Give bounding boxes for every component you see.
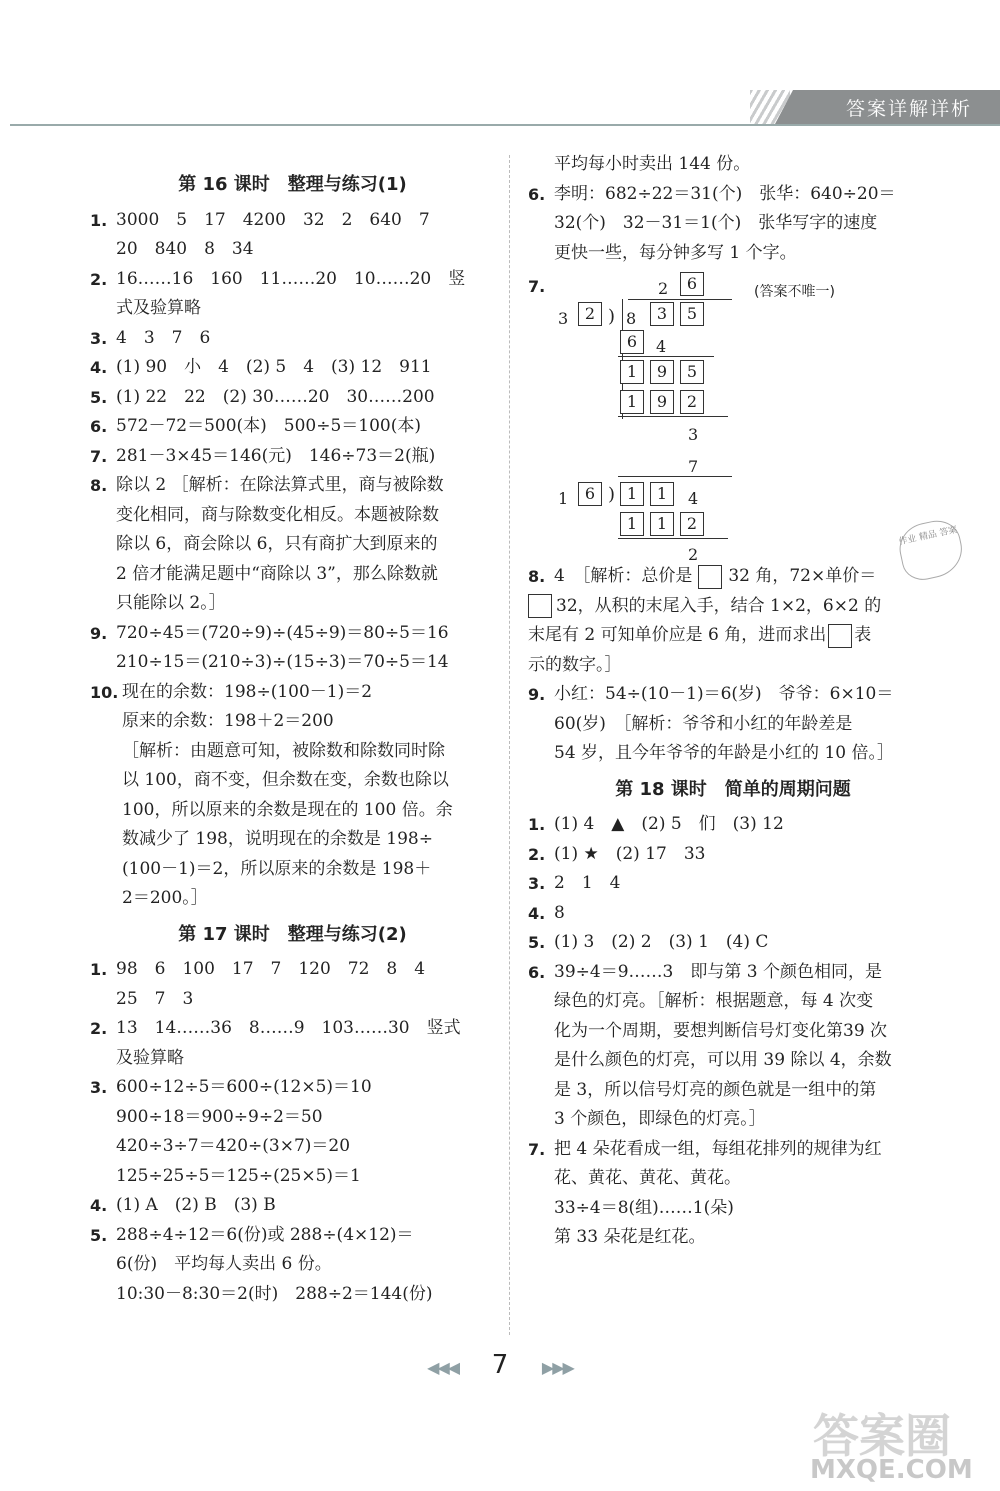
subtract-line: [618, 538, 728, 539]
answer-line: 以 100，商不变，但余数在变，余数也除以: [122, 770, 449, 790]
header-rule: [10, 124, 1000, 126]
item-number: 7.: [528, 277, 546, 296]
item-number: 5.: [90, 387, 108, 407]
item-number: 5.: [528, 933, 546, 952]
column-divider: [509, 155, 510, 1335]
answer-line: 现在的余数：198÷(100－1)＝2: [122, 681, 373, 702]
item-number: 7.: [528, 1139, 546, 1159]
subtract-line: [618, 416, 728, 417]
item-number: 4.: [90, 358, 108, 377]
item-number: 3.: [90, 328, 108, 348]
answer-line: 示的数字。］: [528, 654, 622, 675]
blank-box: [698, 565, 722, 589]
answer-item: [90, 412, 495, 442]
answer-line: 2 倍才能满足题中“商除以 3”，那么除数就: [116, 563, 438, 584]
divisor-digit: 1: [558, 489, 569, 508]
answer-line: 小红：54÷(10－1)＝6(岁) 爷爷：6×10＝: [554, 684, 894, 704]
item-number: 6.: [90, 417, 108, 436]
answer-item: [90, 1221, 495, 1310]
answer-line: 33÷4＝8(组)……1(朵): [554, 1197, 734, 1218]
answer-line: 只能除以 2。］: [116, 593, 226, 613]
answer-line: 把 4 朵花看成一组，每组花排列的规律为红: [554, 1138, 882, 1159]
answer-item: [90, 471, 495, 619]
page-number: 7: [491, 1350, 509, 1380]
item-number: 8.: [528, 567, 546, 586]
answer-line: 98 6 100 17 7 120 72 8 4: [116, 959, 426, 979]
answer-item: [528, 680, 938, 769]
answer-line: 4 3 7 6: [116, 327, 211, 348]
stamp-mark: 作业 精品 答案: [895, 516, 967, 584]
answer-box: 2: [680, 512, 704, 536]
answer-box: 6: [620, 330, 644, 354]
answer-line: 39÷4＝9……3 即与第 3 个颜色相同，是: [554, 961, 882, 982]
answer-line: 除以 2 ［解析：在除法算式里，商与被除数: [116, 475, 444, 495]
answer-line: 3 个颜色，即绿色的灯亮。］: [554, 1109, 766, 1129]
answer-item: [528, 810, 938, 840]
answer-line: 及验算略: [116, 1047, 184, 1068]
answer-line: (1) 90 小 4 (2) 5 4 (3) 12 911: [116, 357, 432, 377]
answer-box: 1: [620, 512, 644, 536]
remainder-digit: 2: [688, 545, 699, 564]
answer-line: 是 3，所以信号灯亮的颜色就是一组中的第: [554, 1079, 877, 1100]
answer-line: 25 7 3: [116, 988, 194, 1009]
answer-line: 900÷18＝900÷9÷2＝50: [116, 1106, 323, 1127]
remainder-digit: 3: [688, 425, 699, 444]
answer-box: 1: [650, 482, 674, 506]
answer-line: ［解析：由题意可知，被除数和除数同时除: [122, 740, 445, 761]
answer-text: 表: [854, 625, 872, 645]
answer-line: 变化相同，商与除数变化相反。本题被除数: [116, 504, 439, 525]
item-number: 1.: [90, 960, 108, 979]
dividend-digit: 8: [626, 309, 637, 328]
answer-text: 32，从积的末尾入手，结合 1×2，6×2 的: [556, 595, 882, 616]
item-number: 6.: [528, 184, 546, 204]
answer-box: 1: [620, 482, 644, 506]
answer-line: 100，所以原来的余数是现在的 100 倍。余: [122, 799, 453, 820]
item-number: 9.: [90, 623, 108, 643]
answer-item: [90, 1073, 495, 1191]
prev-arrows-icon: ◀◀◀: [427, 1358, 459, 1377]
answer-line: 数减少了 198，说明现在的余数是 198÷: [122, 829, 433, 849]
answer-item: [90, 678, 495, 914]
answer-line: 210÷15＝(210÷3)÷(15÷3)＝70÷5＝14: [116, 652, 449, 672]
answer-line: 720÷45＝(720÷9)÷(45÷9)＝80÷5＝16: [116, 622, 449, 643]
answer-box: 5: [680, 360, 704, 384]
answer-line: 李明：682÷22＝31(个) 张华：640÷20＝: [554, 183, 896, 204]
answer-line: 2 1 4: [554, 873, 621, 893]
item-number: 6.: [528, 962, 546, 982]
diagram-note: (答案不唯一): [754, 284, 835, 300]
answer-line: 125÷25÷5＝125÷(25×5)＝1: [116, 1165, 361, 1186]
answer-box: 9: [650, 390, 674, 414]
item-number: 10.: [90, 682, 119, 702]
answer-text: 32 角，72×单价＝: [728, 566, 877, 586]
item-number: 2.: [90, 269, 108, 289]
answer-line: 60(岁) ［解析：爷爷和小红的年龄差是: [554, 713, 853, 734]
blank-box: [528, 594, 552, 618]
answer-line: 2＝200。］: [122, 888, 208, 908]
answer-line: (1) 3 (2) 2 (3) 1 (4) C: [554, 932, 769, 952]
subtract-line: [618, 356, 714, 357]
answer-item: [90, 206, 495, 265]
item-number: 3.: [90, 1078, 108, 1097]
section-title-18: 第 18 课时 简单的周期问题: [615, 778, 851, 800]
answer-box: 1: [620, 390, 644, 414]
answer-item: [90, 619, 495, 678]
item-number: 1.: [528, 815, 546, 834]
answer-item: [528, 928, 938, 958]
answer-box: 2: [578, 302, 602, 326]
answer-item: [90, 1191, 495, 1221]
blank-box: [828, 624, 852, 648]
answer-line: 化为一个周期，要想判断信号灯变化第39 次: [554, 1020, 888, 1041]
division-bracket: ): [608, 306, 616, 327]
answer-line: 是什么颜色的灯亮，可以用 39 除以 4，余数: [554, 1050, 892, 1070]
answer-line: 原来的余数：198＋2＝200: [122, 711, 334, 731]
answer-item: [528, 272, 938, 562]
answer-line: (1) A (2) B (3) B: [116, 1195, 276, 1215]
answer-item: [528, 958, 938, 1135]
answer-item: [528, 869, 938, 899]
answer-line: 8: [554, 902, 565, 923]
answer-line: 13 14……36 8……9 103……30 竖式: [116, 1018, 461, 1038]
answer-line: 平均每小时卖出 144 份。: [554, 154, 751, 174]
answer-line: 除以 6，商会除以 6，只有商扩大到原来的: [116, 534, 438, 554]
answer-line: 54 岁，且今年爷爷的年龄是小红的 10 倍。］: [554, 743, 894, 763]
divisor-digit: 3: [558, 309, 569, 328]
left-column: [90, 168, 495, 1309]
item-number: 3.: [528, 874, 546, 893]
answer-line: 32(个) 32－31＝1(个) 张华写字的速度: [554, 213, 878, 233]
right-column: [528, 150, 938, 1253]
page-header: [0, 0, 1000, 130]
answer-line: 600÷12÷5＝600÷(12×5)＝10: [116, 1077, 372, 1097]
answer-item: [90, 265, 495, 324]
item-number: 1.: [90, 210, 108, 230]
answer-line: 第 33 朵花是红花。: [554, 1227, 706, 1247]
long-division-diagrams: [554, 272, 938, 562]
item-number: 8.: [90, 476, 108, 495]
answer-line: 420÷3÷7＝420÷(3×7)＝20: [116, 1136, 351, 1156]
division-bar: [618, 476, 732, 477]
answer-box: 6: [578, 482, 602, 506]
answer-text: 4 ［解析：总价是: [554, 566, 693, 586]
answer-box: 1: [650, 512, 674, 536]
answer-line: 10:30－8:30＝2(时) 288÷2＝144(份): [116, 1283, 433, 1304]
answer-item: [90, 955, 495, 1014]
answer-line: 3000 5 17 4200 32 2 640 7: [116, 209, 430, 230]
answer-line: 281－3×45＝146(元) 146÷73＝2(瓶): [116, 445, 436, 466]
answer-line: 式及验算略: [116, 298, 201, 318]
answer-box: 5: [680, 302, 704, 326]
watermark-url: MXQE.COM: [810, 1455, 973, 1485]
section-title-17: 第 17 课时 整理与练习(2): [178, 923, 407, 945]
answer-box: 3: [650, 302, 674, 326]
item-number: 2.: [90, 1019, 108, 1038]
answer-text: 末尾有 2 可知单价应是 6 角，进而求出: [528, 625, 827, 645]
watermark-logo: 答案圈: [813, 1409, 951, 1463]
answer-item: [528, 840, 938, 870]
answer-item: [90, 442, 495, 472]
answer-line: 更快一些，每分钟多写 1 个字。: [554, 242, 797, 263]
answer-line: (1) 22 22 (2) 30……20 30……200: [116, 386, 435, 407]
item-number: 4.: [528, 903, 546, 923]
item-number: 5.: [90, 1225, 108, 1245]
answer-item: [90, 353, 495, 383]
answer-line: 20 840 8 34: [116, 239, 254, 259]
answer-item: [528, 899, 938, 929]
answer-line: 288÷4÷12＝6(份)或 288÷(4×12)＝: [116, 1224, 414, 1245]
answer-line: 6(份) 平均每人卖出 6 份。: [116, 1254, 332, 1274]
division-bar: [628, 299, 732, 300]
item-number: 9.: [528, 685, 546, 704]
header-title: 答案详解详析: [845, 98, 972, 120]
answer-item: [90, 383, 495, 413]
dividend-digit: 4: [688, 489, 699, 508]
answer-item: [528, 562, 938, 680]
answer-line: 572－72＝500(本) 500÷5＝100(本): [116, 416, 422, 436]
answer-item: [528, 1135, 938, 1253]
item-number: 7.: [90, 446, 108, 466]
answer-box: 9: [650, 360, 674, 384]
item-number: 2.: [528, 844, 546, 864]
page-footer: [0, 1350, 1000, 1380]
section-title-16: 第 16 课时 整理与练习(1): [178, 174, 407, 195]
quotient-digit: 7: [688, 457, 699, 476]
answer-box: 1: [620, 360, 644, 384]
quotient-digit: 2: [658, 279, 669, 298]
item-number: 4.: [90, 1196, 108, 1215]
work-digit: 4: [656, 337, 667, 356]
answer-box: 6: [680, 272, 704, 296]
answer-line: 16……16 160 11……20 10……20 竖: [116, 268, 466, 289]
answer-box: 2: [680, 390, 704, 414]
answer-line: (100－1)＝2，所以原来的余数是 198＋: [122, 858, 432, 879]
answer-line: 花、黄花、黄花、黄花。: [554, 1168, 741, 1188]
answer-line: (1) 4 ▲ (2) 5 们 (3) 12: [554, 814, 784, 834]
answer-item: [90, 324, 495, 354]
answer-item: [528, 180, 938, 269]
answer-item: [90, 1014, 495, 1073]
answer-line: (1) ★ (2) 17 33: [554, 843, 706, 864]
division-bracket: ): [608, 484, 616, 505]
answer-line: 绿色的灯亮。［解析：根据题意，每 4 次变: [554, 991, 874, 1011]
next-arrows-icon: ▶▶▶: [541, 1358, 573, 1377]
